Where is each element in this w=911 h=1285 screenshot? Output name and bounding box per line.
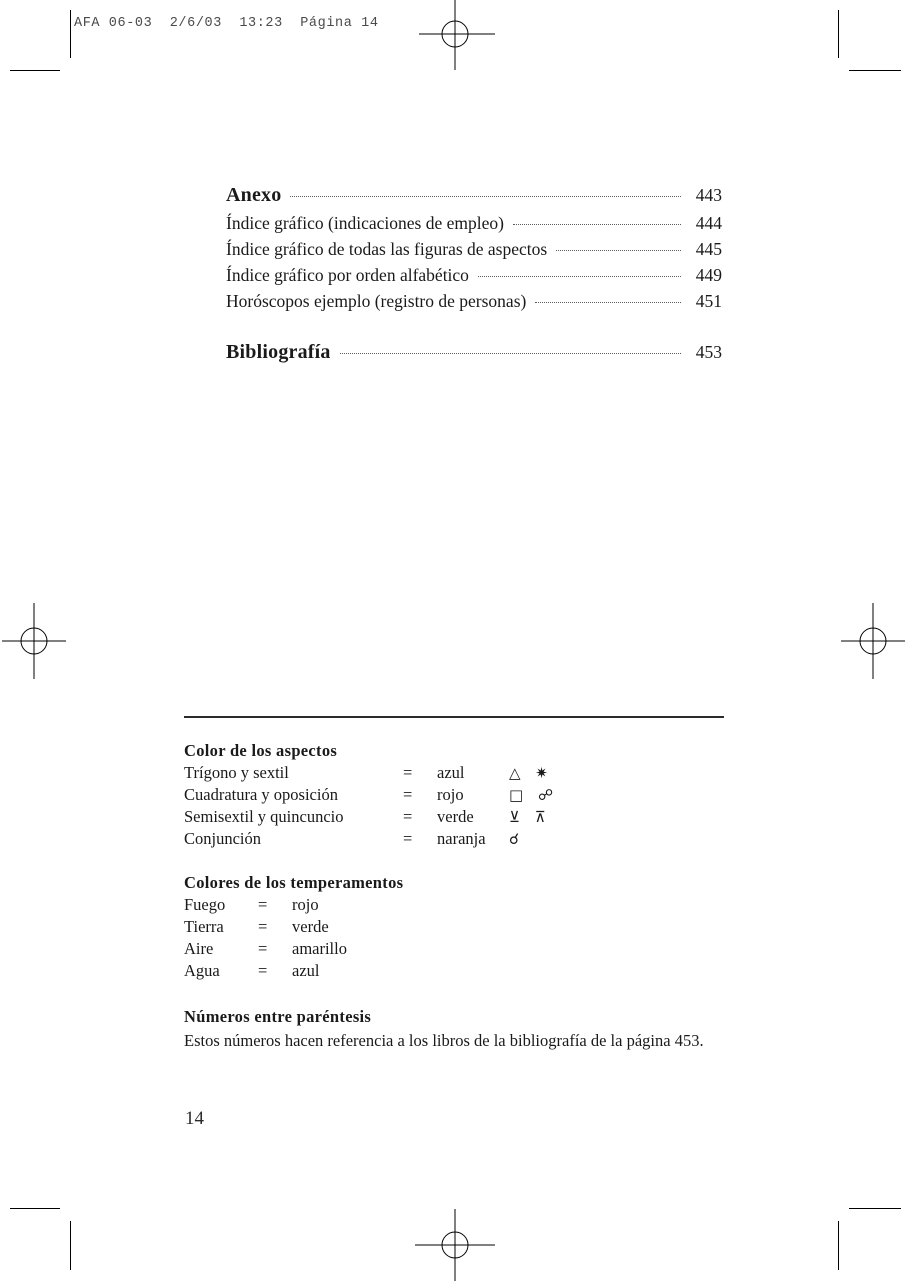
- toc-entry-label: Índice gráfico por orden alfabético: [226, 265, 469, 285]
- crop-mark-top-right-vertical: [838, 10, 839, 58]
- toc-entry-horoscopos-ejemplo[interactable]: [226, 288, 722, 314]
- toc-entry-label: Índice gráfico (indicaciones de empleo): [226, 213, 504, 233]
- toc-leader-dots: [290, 196, 681, 197]
- section-color-de-los-aspectos: [184, 740, 724, 850]
- page-number: 14: [185, 1108, 204, 1129]
- toc-entry-label: Horóscopos ejemplo (registro de personas): [226, 291, 527, 311]
- aspect-row-trigono-sextil: [184, 762, 724, 784]
- legend-block: [184, 716, 724, 1052]
- registration-mark-bottom: [415, 1205, 495, 1285]
- horizontal-rule: [184, 716, 724, 718]
- aspect-color: azul: [437, 763, 465, 782]
- temperament-name: Fuego: [184, 895, 226, 914]
- toc-spacer: [226, 314, 722, 339]
- toc-leader-dots: [513, 224, 681, 225]
- toc-leader-dots: [478, 276, 681, 277]
- toc-entry-indice-grafico-alfabetico[interactable]: [226, 262, 722, 288]
- temperament-row-fuego: [184, 894, 724, 916]
- equals-sign: =: [258, 917, 268, 936]
- table-of-contents: [226, 182, 722, 367]
- toc-entry-bibliografia[interactable]: [226, 339, 722, 365]
- toc-leader-dots: [535, 302, 681, 303]
- section-heading: Color de los aspectos: [184, 741, 338, 760]
- crop-mark-bottom-right-horizontal: [849, 1208, 901, 1209]
- registration-mark-right: [833, 601, 911, 681]
- aspect-name: Semisextil y quincuncio: [184, 807, 344, 826]
- temperament-name: Aire: [184, 939, 214, 958]
- temperament-row-agua: [184, 960, 724, 982]
- aspect-row-conjuncion: [184, 828, 724, 850]
- temperament-name: Agua: [184, 961, 220, 980]
- crop-mark-bottom-left-vertical: [70, 1221, 71, 1270]
- crop-mark-top-left-horizontal: [10, 70, 60, 71]
- aspect-name: Trígono y sextil: [184, 763, 289, 782]
- equals-sign: =: [403, 763, 413, 782]
- toc-entry-indice-grafico-empleo[interactable]: [226, 210, 722, 236]
- crop-mark-bottom-left-horizontal: [10, 1208, 60, 1209]
- aspect-row-cuadratura-oposicion: [184, 784, 724, 806]
- toc-entry-page: 444: [695, 213, 722, 233]
- crop-mark-top-left-vertical: [70, 10, 71, 58]
- trine-sextile-symbols: △ ✷: [509, 764, 553, 782]
- temperament-row-tierra: [184, 916, 724, 938]
- toc-leader-dots: [340, 353, 681, 354]
- registration-mark-left: [0, 601, 74, 681]
- temperament-row-aire: [184, 938, 724, 960]
- registration-mark-top: [415, 0, 495, 74]
- equals-sign: =: [258, 961, 268, 980]
- temperament-name: Tierra: [184, 917, 224, 936]
- crop-mark-bottom-right-vertical: [838, 1221, 839, 1270]
- aspect-name: Cuadratura y oposición: [184, 785, 338, 804]
- aspect-name: Conjunción: [184, 829, 261, 848]
- aspect-color: verde: [437, 807, 474, 826]
- section-heading: Colores de los temperamentos: [184, 873, 404, 892]
- equals-sign: =: [403, 785, 413, 804]
- section-numeros-entre-parentesis: [184, 1006, 724, 1052]
- temperament-color: verde: [292, 917, 329, 936]
- toc-entry-page: 453: [695, 342, 722, 362]
- toc-leader-dots: [556, 250, 681, 251]
- crop-mark-top-right-horizontal: [849, 70, 901, 71]
- toc-entry-page: 443: [695, 185, 722, 205]
- equals-sign: =: [258, 895, 268, 914]
- toc-entry-page: 451: [695, 291, 722, 311]
- equals-sign: =: [403, 807, 413, 826]
- equals-sign: =: [403, 829, 413, 848]
- aspect-color: naranja: [437, 829, 486, 848]
- temperament-color: azul: [292, 961, 320, 980]
- aspect-color: rojo: [437, 785, 464, 804]
- toc-entry-anexo[interactable]: [226, 182, 722, 208]
- semisextile-quincunx-symbols: ⊻ ⊼: [509, 808, 551, 826]
- square-opposition-symbols: □ ☍: [509, 786, 559, 804]
- toc-entry-page: 445: [695, 239, 722, 259]
- toc-entry-page: 449: [695, 265, 722, 285]
- toc-entry-indice-grafico-figuras[interactable]: [226, 236, 722, 262]
- toc-entry-label: Bibliografía: [226, 341, 331, 363]
- section-heading: Números entre paréntesis: [184, 1007, 372, 1026]
- temperament-color: rojo: [292, 895, 319, 914]
- print-header-slug: AFA 06-03 2/6/03 13:23 Página 14: [74, 16, 379, 31]
- aspect-row-semisextil-quincuncio: [184, 806, 724, 828]
- toc-entry-label: Anexo: [226, 184, 282, 206]
- equals-sign: =: [258, 939, 268, 958]
- toc-entry-label: Índice gráfico de todas las figuras de aspectos: [226, 239, 548, 259]
- conjunction-symbol: ☌: [509, 830, 525, 848]
- temperament-color: amarillo: [292, 939, 347, 958]
- section-colores-de-los-temperamentos: [184, 872, 724, 982]
- section-body-text: Estos números hacen referencia a los libros de la bibliografía de la página 453.: [184, 1031, 704, 1050]
